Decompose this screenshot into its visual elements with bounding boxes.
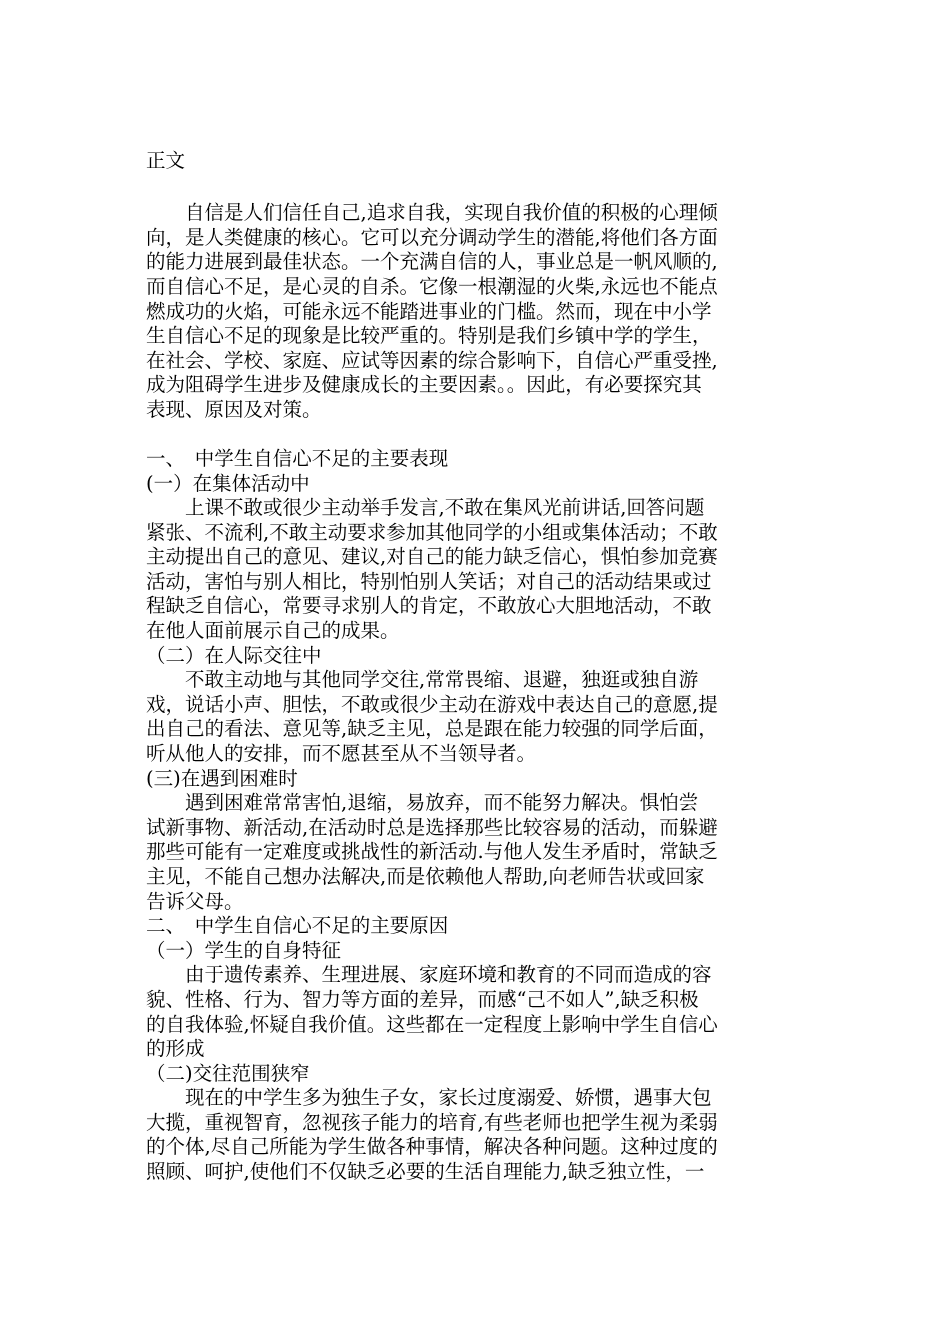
paragraph-line: 向，是人类健康的核心。它可以充分调动学生的潜能,将他们各方面 — [146, 226, 718, 249]
paragraph-line: 貌、性格、行为、智力等方面的差异，而感“己不如人”,缺乏积极 — [146, 988, 699, 1011]
paragraph-line: 试新事物、新活动,在活动时总是选择那些比较容易的活动，而躲避 — [146, 816, 718, 839]
paragraph-line: 出自己的看法、意见等,缺乏主见，总是跟在能力较强的同学后面， — [146, 717, 718, 740]
paragraph-line: 的个体,尽自己所能为学生做各种事情，解决各种问题。这种过度的 — [146, 1135, 718, 1158]
paragraph-line: 戏，说话小声、胆怯，不敢或很少主动在游戏中表达自己的意愿,提 — [146, 693, 718, 716]
paragraph-line: 的形成 — [146, 1037, 205, 1060]
paragraph-line: 主动提出自己的意见、建议,对自己的能力缺乏信心，惧怕参加竞赛 — [146, 545, 718, 568]
section-title: 正文 — [146, 149, 186, 172]
paragraph-line: 而自信心不足，是心灵的自杀。它像一根潮湿的火柴,永远也不能点 — [146, 275, 718, 298]
subsection-heading: (三)在遇到困难时 — [146, 767, 298, 790]
paragraph-line: 在他人面前展示自己的成果。 — [146, 619, 400, 642]
paragraph-line: 的能力进展到最佳状态。一个充满自信的人，事业总是一帆风顺的, — [146, 250, 718, 273]
paragraph-line: 由于遗传素养、生理进展、家庭环境和教育的不同而造成的容 — [146, 963, 712, 986]
paragraph-line: 主见，不能自己想办法解决,而是依赖他人帮助,向老师告状或回家 — [146, 865, 705, 888]
paragraph-line: 告诉父母。 — [146, 890, 244, 913]
chapter-heading: 二、 中学生自信心不足的主要原因 — [146, 914, 449, 937]
subsection-heading: (一）在集体活动中 — [146, 472, 310, 495]
paragraph-line: 大揽，重视智育，忽视孩子能力的培育,有些老师也把学生视为柔弱 — [146, 1111, 718, 1134]
paragraph-line: 成为阻碍学生进步及健康成长的主要因素。。因此，有必要探究其 — [146, 373, 702, 396]
paragraph-line: 的自我体验,怀疑自我价值。这些都在一定程度上影响中学生自信心 — [146, 1013, 718, 1036]
paragraph-line: 听从他人的安排，而不愿甚至从不当领导者。 — [146, 742, 537, 765]
paragraph-line: 在社会、学校、家庭、应试等因素的综合影响下，自信心严重受挫, — [146, 349, 718, 372]
paragraph-line: 现在的中学生多为独生子女，家长过度溺爱、娇惯，遇事大包 — [146, 1086, 712, 1109]
paragraph-line: 表现、原因及对策。 — [146, 398, 322, 421]
paragraph-line: 自信是人们信任自己,追求自我，实现自我价值的积极的心理倾 — [146, 201, 718, 224]
chapter-heading: 一、 中学生自信心不足的主要表现 — [146, 447, 449, 470]
paragraph-line: 不敢主动地与其他同学交往,常常畏缩、退避，独逛或独自游 — [146, 668, 699, 691]
subsection-heading: （二)交往范围狭窄 — [146, 1062, 310, 1085]
paragraph-line: 上课不敢或很少主动举手发言,不敢在集风光前讲话,回答问题 — [146, 496, 705, 519]
subsection-heading: （一）学生的自身特征 — [146, 939, 342, 962]
subsection-heading: （二）在人际交往中 — [146, 644, 322, 667]
paragraph-line: 那些可能有一定难度或挑战性的新活动.与他人发生矛盾时，常缺乏 — [146, 840, 718, 863]
paragraph-line: 活动，害怕与别人相比，特别怕别人笑话；对自己的活动结果或过 — [146, 570, 712, 593]
paragraph-line: 紧张、不流利,不敢主动要求参加其他同学的小组或集体活动；不敢 — [146, 521, 718, 544]
paragraph-line: 遇到困难常常害怕,退缩，易放弃，而不能努力解决。惧怕尝 — [146, 791, 699, 814]
paragraph-line: 生自信心不足的现象是比较严重的。特别是我们乡镇中学的学生， — [146, 324, 712, 347]
paragraph-line: 照顾、呵护,使他们不仅缺乏必要的生活自理能力,缺乏独立性，一 — [146, 1160, 705, 1183]
paragraph-line: 程缺乏自信心，常要寻求别人的肯定，不敢放心大胆地活动，不敢 — [146, 594, 712, 617]
paragraph-line: 燃成功的火焰，可能永远不能踏进事业的门槛。然而，现在中小学 — [146, 300, 712, 323]
